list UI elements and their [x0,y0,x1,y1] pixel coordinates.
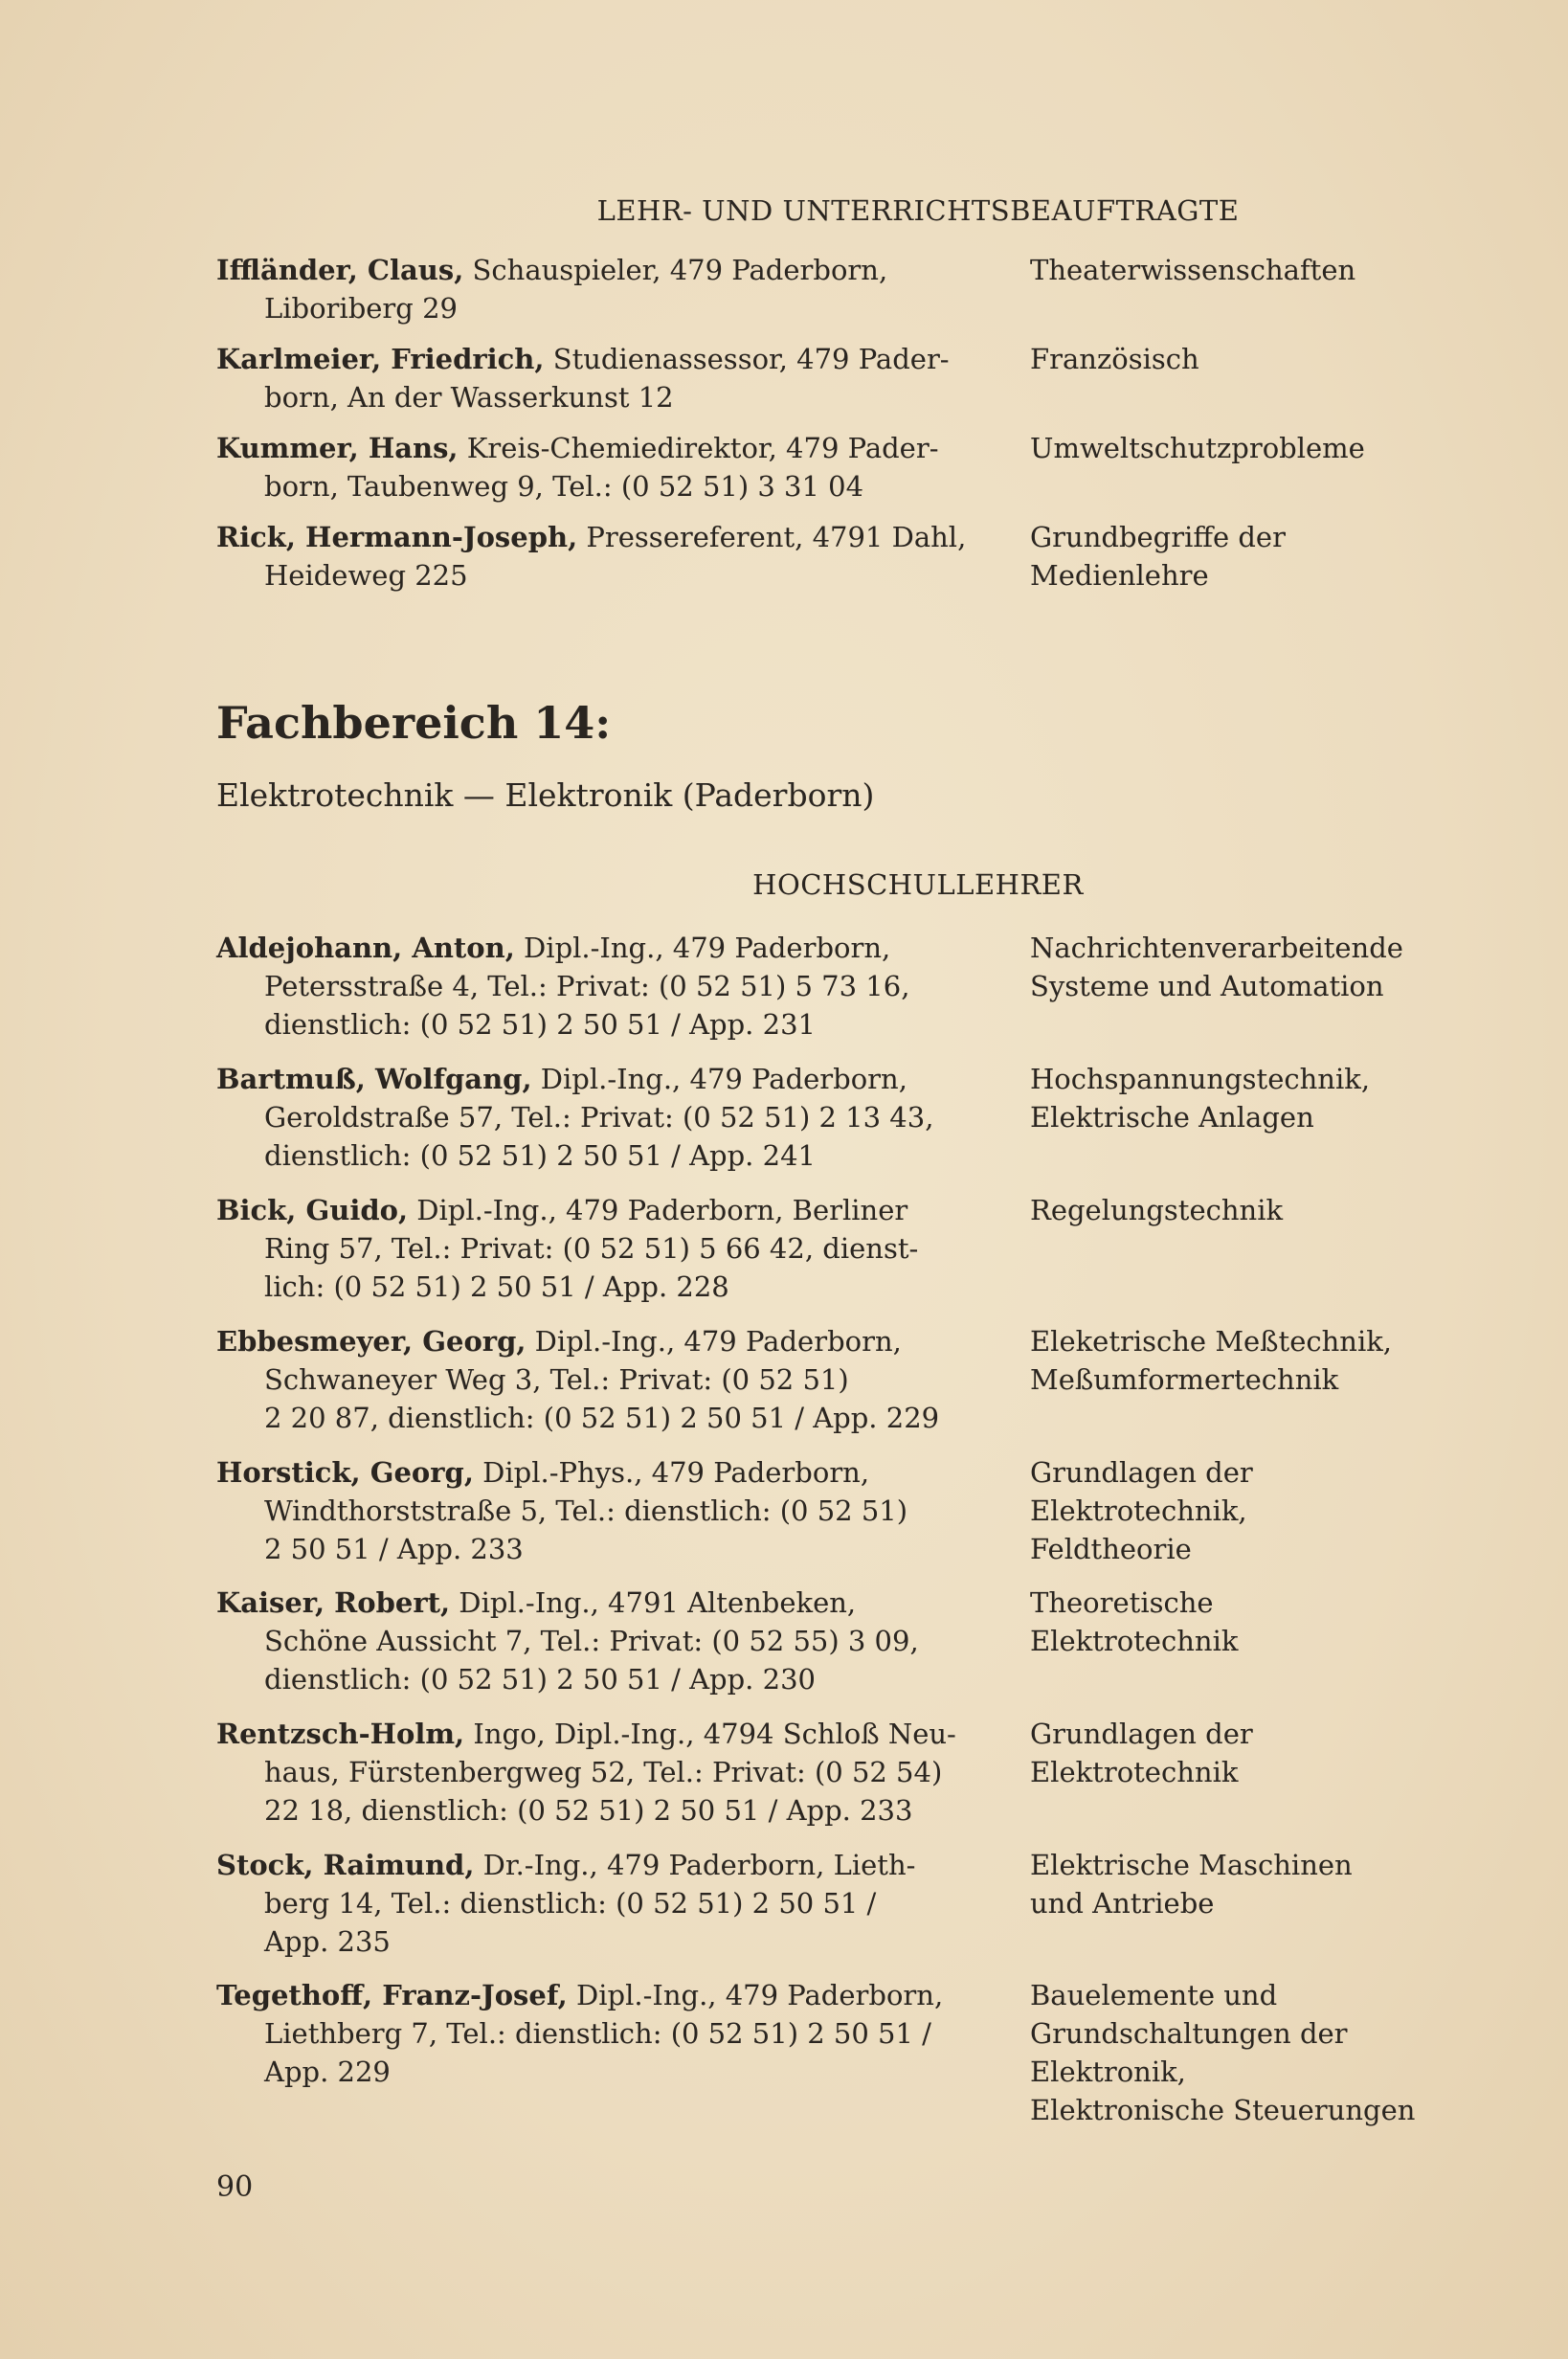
subject-line: Elektrotechnik, [1030,1494,1247,1527]
entry-person [216,1976,997,2091]
entry-line: Liethberg 7, Tel.: dienstlich: (0 52 51) 2 50 51 / [264,2017,931,2050]
entry-line: Kreis-Chemiedirektor, 479 Pader- [458,432,939,464]
entry-person [216,929,997,1044]
entry-line: Pressereferent, 4791 Dahl, [577,521,967,553]
subject-line: Elektrische Anlagen [1030,1101,1314,1134]
entry-subject [1030,518,1547,595]
entry-person [216,1715,997,1830]
subject-line: Elektrotechnik [1030,1625,1239,1657]
subject-line: Elektronische Steuerungen [1030,2094,1416,2126]
subject-line: Umweltschutzprobleme [1030,432,1365,464]
page-number: 90 [216,2170,254,2204]
person-name: Bartmuß, Wolfgang, [216,1063,532,1095]
person-name: Horstick, Georg, [216,1456,474,1489]
subject-line: Hochspannungstechnik, [1030,1063,1371,1095]
entry-person [216,1060,997,1175]
person-name: Rentzsch-Holm, [216,1718,465,1750]
entry-subject [1030,251,1547,289]
person-name: Tegethoff, Franz-Josef, [216,1979,568,2011]
subject-line: Grundlagen der [1030,1718,1253,1750]
entry-line: berg 14, Tel.: dienstlich: (0 52 51) 2 50 51 / [264,1887,877,1920]
entry-line: Ring 57, Tel.: Privat: (0 52 51) 5 66 42, dienst- [264,1232,919,1265]
entry-line: born, Taubenweg 9, Tel.: (0 52 51) 3 31 04 [264,470,864,503]
subject-line: und Antriebe [1030,1887,1215,1920]
entry-subject [1030,429,1547,467]
entry-line: Schöne Aussicht 7, Tel.: Privat: (0 52 55) 3 09, [264,1625,919,1657]
entry-subject [1030,1846,1547,1922]
subject-line: Elektrische Maschinen [1030,1849,1353,1881]
subject-line: Theaterwissenschaften [1030,254,1356,286]
person-name: Rick, Hermann-Joseph, [216,521,578,553]
subject-line: Nachrichtenverarbeitende [1030,932,1403,964]
subject-line: Elektronik, [1030,2056,1186,2088]
entry-person [216,429,997,506]
entry-line: born, An der Wasserkunst 12 [264,381,674,414]
entry-person [216,1322,997,1437]
entry-subject [1030,1584,1547,1660]
entry-line: 2 50 51 / App. 233 [264,1533,524,1565]
entry-line: lich: (0 52 51) 2 50 51 / App. 228 [264,1270,729,1303]
entry-line: Studienassessor, 479 Pader- [544,343,950,375]
person-name: Stock, Raimund, [216,1849,475,1881]
entry-line: Dipl.-Ing., 479 Paderborn, [514,932,891,964]
entry-subject [1030,1715,1547,1791]
entry-line: dienstlich: (0 52 51) 2 50 51 / App. 230 [264,1663,816,1696]
section-heading-hochschullehrer: HOCHSCHULLEHRER [752,868,1084,901]
entry-line: App. 235 [264,1925,391,1958]
entry-line: Dipl.-Ing., 479 Paderborn, [526,1325,902,1358]
entry-line: Dr.-Ing., 479 Paderborn, Lieth- [474,1849,916,1881]
entry-line: Dipl.-Ing., 479 Paderborn, Berliner [408,1194,908,1226]
entry-person [216,1453,997,1568]
subject-line: Meßumformertechnik [1030,1363,1339,1396]
entry-subject [1030,1191,1547,1229]
entry-subject [1030,929,1547,1005]
entry-line: Ingo, Dipl.-Ing., 4794 Schloß Neu- [464,1718,956,1750]
entry-line: Heideweg 225 [264,559,468,592]
entry-line: Schwaneyer Weg 3, Tel.: Privat: (0 52 51) [264,1363,849,1396]
entry-person [216,1584,997,1698]
entry-line: Geroldstraße 57, Tel.: Privat: (0 52 51) 2 13 43, [264,1101,934,1134]
entry-subject [1030,1976,1547,2129]
entry-line: Dipl.-Ing., 479 Paderborn, [567,1979,944,2011]
entry-person [216,340,997,416]
person-name: Bick, Guido, [216,1194,409,1226]
entry-line: Dipl.-Phys., 479 Paderborn, [473,1456,870,1489]
person-name: Iffländer, Claus, [216,254,464,286]
entry-line: Schauspieler, 479 Paderborn, [463,254,888,286]
fachbereich-subtitle: Elektrotechnik — Elektronik (Paderborn) [216,776,875,814]
subject-line: Grundbegriffe der [1030,521,1286,553]
section-heading-lehrbeauftragte: LEHR- UND UNTERRICHTSBEAUFTRAGTE [596,194,1240,227]
entry-subject [1030,1453,1547,1568]
subject-line: Bauelemente und [1030,1979,1278,2011]
entry-person [216,518,997,595]
subject-line: Systeme und Automation [1030,970,1384,1002]
subject-line: Feldtheorie [1030,1533,1192,1565]
subject-line: Eleketrische Meßtechnik, [1030,1325,1393,1358]
entry-line: dienstlich: (0 52 51) 2 50 51 / App. 231 [264,1008,816,1041]
entry-subject [1030,1322,1547,1399]
person-name: Kaiser, Robert, [216,1586,451,1619]
subject-line: Theoretische [1030,1586,1214,1619]
entry-line: 2 20 87, dienstlich: (0 52 51) 2 50 51 / App. 229 [264,1402,940,1434]
subject-line: Regelungstechnik [1030,1194,1284,1226]
entry-line: Liboriberg 29 [264,292,458,325]
entry-line: Dipl.-Ing., 4791 Altenbeken, [450,1586,857,1619]
person-name: Kummer, Hans, [216,432,459,464]
subject-line: Grundschaltungen der [1030,2017,1348,2050]
fachbereich-title: Fachbereich 14: [216,697,612,749]
entry-line: Petersstraße 4, Tel.: Privat: (0 52 51) 5 73 16, [264,970,910,1002]
entry-person [216,1191,997,1306]
person-name: Karlmeier, Friedrich, [216,343,545,375]
entry-person [216,1846,997,1961]
entry-line: Dipl.-Ing., 479 Paderborn, [531,1063,907,1095]
subject-line: Französisch [1030,343,1199,375]
entry-line: App. 229 [264,2056,391,2088]
entry-line: Windthorststraße 5, Tel.: dienstlich: (0 52 51) [264,1494,908,1527]
entry-subject [1030,1060,1547,1136]
person-name: Ebbesmeyer, Georg, [216,1325,526,1358]
subject-line: Grundlagen der [1030,1456,1253,1489]
entry-line: 22 18, dienstlich: (0 52 51) 2 50 51 / App. 233 [264,1794,913,1827]
entry-line: dienstlich: (0 52 51) 2 50 51 / App. 241 [264,1139,816,1172]
subject-line: Medienlehre [1030,559,1209,592]
entry-subject [1030,340,1547,378]
entry-person [216,251,997,327]
subject-line: Elektrotechnik [1030,1756,1239,1788]
person-name: Aldejohann, Anton, [216,932,515,964]
entry-line: haus, Fürstenbergweg 52, Tel.: Privat: (0 52 54) [264,1756,943,1788]
